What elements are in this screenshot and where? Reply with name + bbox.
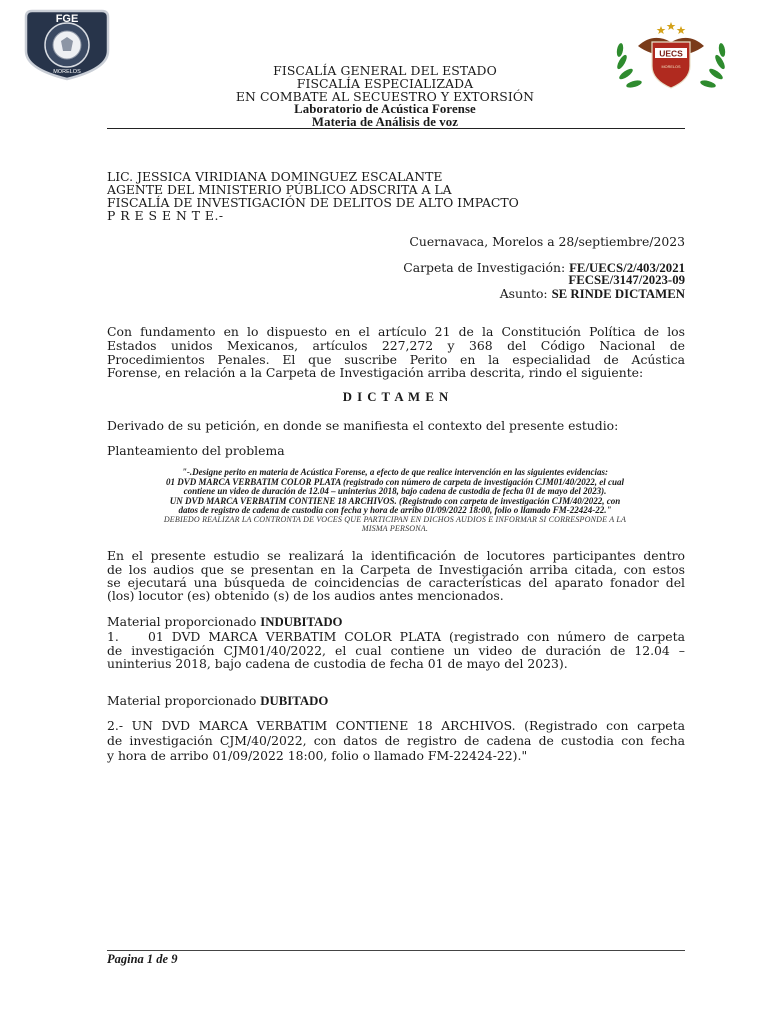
header-line-materia: Materia de Análisis de voz (311, 115, 459, 129)
indubitado-value: INDUBITADO (260, 615, 343, 629)
indubitado-item-line-2: de investigación CJM01/40/2022, el cual contiene un video de duración de 12.04 – (107, 643, 685, 658)
uecs-logo (608, 18, 734, 94)
derivado-text: Derivado de su petición, en donde se manifiesta el contexto del presente estudio: (107, 418, 619, 433)
place-date: Cuernavaca, Morelos a 28/septiembre/2023 (409, 234, 685, 249)
study-line-1: En el presente estudio se realizará la identificación de locutores participantes dentro (107, 548, 685, 563)
dubitado-label: Material proporcionado (107, 693, 257, 708)
quote-note-1: DEBIEDO REALIZAR LA CONTRONTA DE VOCES QUE PARTICIPAN EN DICHOS AUDIOS E INFORMAR SI CORRESPONDE A LA (163, 515, 627, 524)
intro-line-2: Estados unidos Mexicanos, artículos 227,272 y 368 del Código Nacional de (107, 338, 685, 353)
dictamen-title: D I C T A M E N (342, 390, 450, 404)
quote-line-2: 01 DVD MARCA VERBATIM COLOR PLATA (registrado con número de carpeta de investigación CJM01/40/2022, el cual (165, 476, 625, 487)
addressee-role: AGENTE DEL MINISTERIO PÚBLICO ADSCRITA A LA (107, 182, 452, 197)
quote-line-3: contiene un video de duración de 12.04 – uninterius 2018, bajo cadena de custodia de fecha 01 de mayo del 2023). (183, 486, 607, 496)
asunto-label: Asunto: (499, 286, 548, 301)
fge-logo-text: FGE (55, 13, 79, 25)
dubitado-value: DUBITADO (260, 694, 329, 708)
header-divider (107, 128, 685, 129)
header-line-fiscalia-especializada: FISCALÍA ESPECIALIZADA (296, 76, 474, 91)
header-line-combate: EN COMBATE AL SECUESTRO Y EXTORSIÓN (235, 89, 535, 104)
footer-divider (107, 950, 685, 951)
dubitado-item-line-3: y hora de arribo 01/09/2022 18:00, folio o llamado FM-22424-22)." (107, 748, 528, 763)
addressee-office: FISCALÍA DE INVESTIGACIÓN DE DELITOS DE ALTO IMPACTO (107, 195, 519, 210)
addressee-name: LIC. JESSICA VIRIDIANA DOMINGUEZ ESCALANTE (107, 169, 443, 184)
study-line-4: (los) locutor (es) obtenido (s) de los audios antes mencionados. (107, 588, 504, 603)
intro-line-4: Forense, en relación a la Carpeta de Investigación arriba descrita, rindo el siguiente: (107, 365, 644, 380)
page-number: Pagina 1 de 9 (107, 952, 178, 966)
fge-morelos-logo (24, 7, 110, 81)
indubitado-line (107, 615, 343, 630)
carpeta-value-2: FECSE/3147/2023-09 (568, 273, 685, 287)
indubitado-item-number: 1. (107, 629, 119, 644)
indubitado-label: Material proporcionado (107, 614, 257, 629)
dubitado-item-line-1: 2.- UN DVD MARCA VERBATIM CONTIENE 18 ARCHIVOS. (Registrado con carpeta (107, 718, 685, 733)
planteamiento-heading: Planteamiento del problema (107, 443, 285, 458)
dubitado-item-line-2: de investigación CJM/40/2022, con datos de registro de cadena de custodia con fecha (107, 733, 685, 748)
indubitado-item-line-3: uninterius 2018, bajo cadena de custodia de fecha 01 de mayo del 2023). (107, 656, 568, 671)
quote-line-5: datos de registro de cadena de custodia con fecha y hora de arribo 01/09/2022 18:00, folio o llamado FM-22424-22." (178, 505, 612, 515)
quote-line-4: UN DVD MARCA VERBATIM CONTIENE 18 ARCHIVOS. (Registrado con carpeta de investigación CJM/40/2022, con (169, 495, 621, 506)
uecs-logo-sub-text: MORELOS (661, 65, 681, 69)
carpeta-value: FE/UECS/2/403/2021 (569, 261, 685, 275)
quote-line-1: "-.Designe perito en materia de Acústica Forense, a efecto de que realice intervención en las siguientes evidencias: (181, 467, 609, 477)
quote-note-2: MISMA PERSONA. (361, 524, 429, 533)
intro-line-3: Procedimientos Penales. El que suscribe Perito en la especialidad de Acústica (107, 352, 685, 367)
header-line-laboratorio: Laboratorio de Acústica Forense (294, 102, 476, 116)
intro-line-1: Con fundamento en lo dispuesto en el artículo 21 de la Constitución Política de los (107, 324, 685, 339)
uecs-logo-text: UECS (659, 48, 683, 59)
study-line-2: de los audios que se presentan en la Carpeta de Investigación arriba citada, con estos (107, 562, 685, 577)
fge-logo-bottom-text: MORELOS (53, 69, 81, 75)
carpeta-label: Carpeta de Investigación: (403, 260, 566, 275)
addressee-presente: P R E S E N T E.- (107, 208, 224, 223)
asunto-value: SE RINDE DICTAMEN (551, 287, 685, 301)
study-line-3: se ejecutará una búsqueda de coincidencias de características del aparato fonador del (107, 575, 685, 590)
indubitado-item-line-1: 01 DVD MARCA VERBATIM COLOR PLATA (registrado con número de carpeta (148, 629, 685, 644)
case-asunto-line (300, 287, 685, 302)
dubitado-line (107, 694, 328, 709)
header-line-fiscalia-general: FISCALÍA GENERAL DEL ESTADO (273, 63, 497, 78)
